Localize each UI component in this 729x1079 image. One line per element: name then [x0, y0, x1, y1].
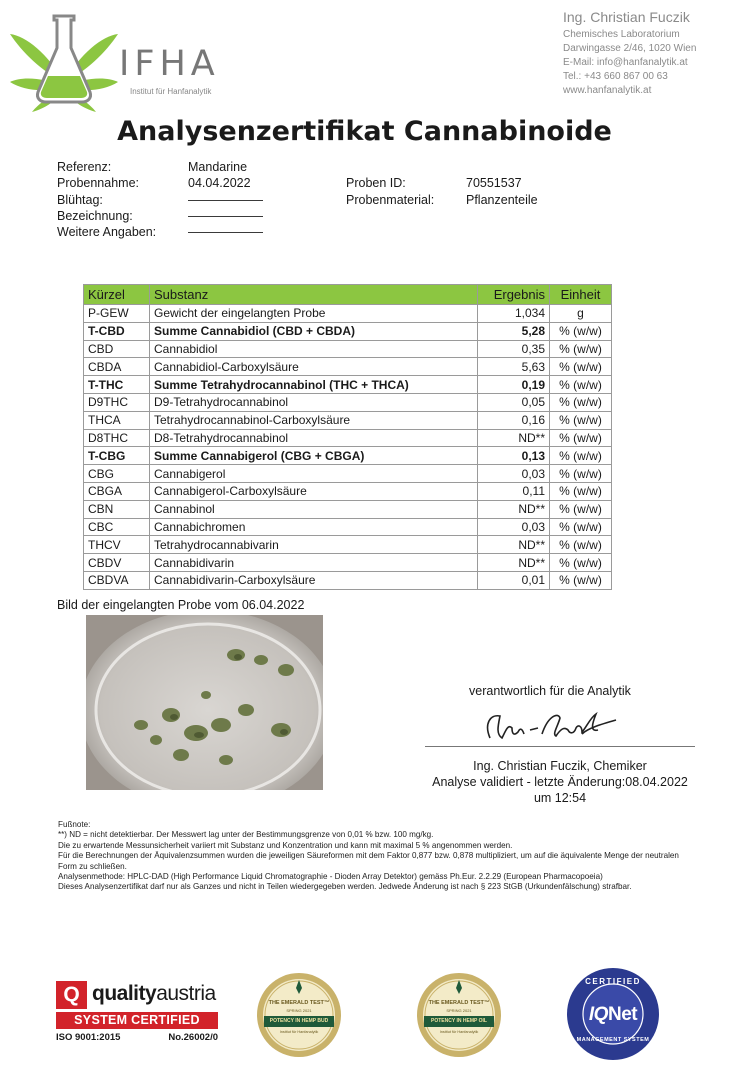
table-row	[84, 518, 612, 536]
cell-result: 0,01	[478, 571, 550, 589]
cell-result: 0,03	[478, 518, 550, 536]
cell-substance: Tetrahydrocannabivarin	[150, 536, 478, 554]
cell-unit: % (w/w)	[550, 500, 612, 518]
cell-result: 0,05	[478, 393, 550, 411]
cell-unit: % (w/w)	[550, 393, 612, 411]
cell-result: 0,19	[478, 376, 550, 394]
iso-label: ISO 9001:2015	[56, 1032, 121, 1043]
cell-result: 0,35	[478, 340, 550, 358]
results-body	[84, 305, 612, 590]
lab-website: www.hanfanalytik.at	[563, 85, 652, 96]
system-certified-label: SYSTEM CERTIFIED	[56, 1012, 218, 1029]
cell-unit: % (w/w)	[550, 358, 612, 376]
table-row	[84, 376, 612, 394]
column-header: Substanz	[150, 285, 478, 305]
cell-unit: % (w/w)	[550, 447, 612, 465]
table-header-row	[84, 285, 612, 305]
footnotes	[58, 820, 698, 893]
footnote-line: Analysenmethode: HPLC-DAD (High Performance Liquid Chromatographie - Dioden Array Detektor) gemäss Ph.Eur. 2.2.29 (European Pharmacopoeia)	[58, 872, 603, 882]
emerald-seal-icon	[256, 972, 342, 1058]
meta-value: ——————	[188, 208, 263, 223]
signature-line	[425, 746, 695, 747]
iqnet-certified: CERTIFIED	[585, 977, 641, 986]
cell-substance: Cannabidivarin-Carboxylsäure	[150, 571, 478, 589]
iqnet-badge	[566, 967, 660, 1061]
cell-abbr: CBD	[84, 340, 150, 358]
cell-substance: Cannabichromen	[150, 518, 478, 536]
quality-austria-name: qualityaustria	[92, 982, 216, 1005]
cannabis-flask-icon	[8, 14, 120, 114]
table-row	[84, 465, 612, 483]
cell-unit: % (w/w)	[550, 536, 612, 554]
emerald-test-oil-badge	[416, 972, 502, 1058]
quality-austria-q-icon: Q	[56, 981, 87, 1009]
cell-unit: % (w/w)	[550, 465, 612, 483]
footnote-line: **) ND = nicht detektierbar. Der Messwert lag unter der Bestimmungsgrenze von 0,01 % bzw. 100 mg/kg.	[58, 830, 434, 840]
quality-austria-badge	[56, 981, 221, 1047]
signer-name: Ing. Christian Fuczik, Chemiker	[473, 759, 647, 773]
iqnet-wordmark: IQNet	[588, 1004, 638, 1025]
meta-label: Proben ID:	[346, 176, 406, 191]
lab-email: E-Mail: info@hanfanalytik.at	[563, 57, 688, 68]
emerald-by: Institut für Hanfanalytik	[439, 1030, 479, 1034]
sample-id: 70551537	[466, 176, 522, 191]
footnote-line: Die zu erwartende Messunsicherheit variiert mit Substanz und Konzentration und kann mit maximal 5 % angenommen werden.	[58, 840, 513, 850]
cell-substance: Cannabigerol	[150, 465, 478, 483]
emerald-by: Institut für Hanfanalytik	[279, 1030, 319, 1034]
column-header: Einheit	[550, 285, 612, 305]
cell-unit: % (w/w)	[550, 429, 612, 447]
table-row	[84, 571, 612, 589]
certificate-number: No.26002/0	[168, 1032, 218, 1043]
meta-right-values	[466, 175, 538, 208]
cell-unit: % (w/w)	[550, 411, 612, 429]
emerald-year: SPRING 2021	[446, 1008, 472, 1013]
cell-result: 1,034	[478, 305, 550, 323]
cell-substance: Summe Tetrahydrocannabinol (THC + THCA)	[150, 376, 478, 394]
cell-abbr: CBDA	[84, 358, 150, 376]
lab-line: Chemisches Laboratorium	[563, 29, 680, 40]
cell-unit: % (w/w)	[550, 340, 612, 358]
cell-substance: Cannabinol	[150, 500, 478, 518]
cell-result: 5,63	[478, 358, 550, 376]
page-title: Analysenzertifikat Cannabinoide	[117, 116, 612, 147]
meta-value: Mandarine	[188, 160, 248, 174]
cell-abbr: CBN	[84, 500, 150, 518]
cell-unit: % (w/w)	[550, 322, 612, 340]
cell-abbr: CBGA	[84, 482, 150, 500]
table-row	[84, 305, 612, 323]
cell-abbr: T-THC	[84, 376, 150, 394]
cell-substance: Summe Cannabigerol (CBG + CBGA)	[150, 447, 478, 465]
meta-label: Probennahme:	[57, 176, 140, 191]
meta-label: Weitere Angaben:	[57, 225, 157, 240]
footnote-heading: Fußnote:	[58, 820, 91, 829]
cell-substance: D9-Tetrahydrocannabinol	[150, 393, 478, 411]
cell-unit: % (w/w)	[550, 376, 612, 394]
meta-right-labels	[346, 175, 434, 208]
sample-material: Pflanzenteile	[466, 192, 538, 207]
cell-result: 5,28	[478, 322, 550, 340]
emerald-title: THE EMERALD TEST™	[428, 1000, 490, 1006]
emerald-band: POTENCY IN HEMP BUD	[264, 1016, 334, 1027]
cell-unit: % (w/w)	[550, 554, 612, 572]
lab-address	[563, 8, 696, 98]
cell-result: 0,03	[478, 465, 550, 483]
meta-value: 04.04.2022	[188, 176, 251, 191]
cell-result: 0,13	[478, 447, 550, 465]
meta-label: Probenmaterial:	[346, 192, 435, 207]
table-row	[84, 482, 612, 500]
cell-unit: g	[550, 305, 612, 323]
cell-abbr: P-GEW	[84, 305, 150, 323]
table-row	[84, 554, 612, 572]
footnote-line: Für die Berechnungen der Äquivalenzsummen wurden die jeweiligen Säureformen mit dem Faktor 0,877 bzw. 0,878 multipliziert, um auf die äquivalente Menge der neutralen Form zu schließen.	[58, 851, 679, 871]
footnote-line: Dieses Analysenzertifikat darf nur als Ganzes und nicht in Teilen wiedergegeben werden. Jedwede Änderung ist nach § 223 StGB (Urkundenfälschung) strafbar.	[58, 882, 632, 892]
results-table	[83, 284, 612, 590]
cell-abbr: THCA	[84, 411, 150, 429]
meta-value: ——————	[188, 225, 263, 240]
cell-substance: Cannabidiol	[150, 340, 478, 358]
column-header: Kürzel	[84, 285, 150, 305]
ifha-logo	[8, 14, 238, 114]
emerald-seal-icon	[416, 972, 502, 1058]
meta-label: Referenz:	[57, 160, 112, 174]
validation-time: um 12:54	[533, 791, 587, 805]
cell-abbr: T-CBG	[84, 447, 150, 465]
cell-abbr: CBDV	[84, 554, 150, 572]
iqnet-management-system: MANAGEMENT SYSTEM	[576, 1037, 650, 1043]
brand-subtitle: Institut für Hanfanalytik	[130, 87, 212, 96]
cell-unit: % (w/w)	[550, 518, 612, 536]
meta-label: Blühtag:	[57, 192, 103, 207]
table-row	[84, 411, 612, 429]
validation-text: Analyse validiert - letzte Änderung:08.04.2022	[432, 775, 688, 789]
cell-abbr: T-CBD	[84, 322, 150, 340]
cell-substance: Summe Cannabidiol (CBD + CBDA)	[150, 322, 478, 340]
handwritten-signature	[478, 704, 628, 746]
meta-values	[188, 159, 263, 240]
cell-abbr: THCV	[84, 536, 150, 554]
brand-name: IFHA	[119, 44, 220, 84]
cell-abbr: CBG	[84, 465, 150, 483]
cell-substance: Tetrahydrocannabinol-Carboxylsäure	[150, 411, 478, 429]
cell-unit: % (w/w)	[550, 571, 612, 589]
meta-labels	[57, 159, 156, 240]
cell-result: ND**	[478, 554, 550, 572]
cell-unit: % (w/w)	[550, 482, 612, 500]
table-row	[84, 500, 612, 518]
signature-label: verantwortlich für die Analytik	[469, 684, 631, 698]
table-row	[84, 536, 612, 554]
table-row	[84, 447, 612, 465]
table-row	[84, 429, 612, 447]
cell-result: 0,11	[478, 482, 550, 500]
lab-line: Darwingasse 2/46, 1020 Wien	[563, 43, 697, 54]
sample-photo	[86, 615, 323, 790]
cell-abbr: D9THC	[84, 393, 150, 411]
cell-result: ND**	[478, 429, 550, 447]
cell-substance: Cannabidivarin	[150, 554, 478, 572]
cell-substance: D8-Tetrahydrocannabinol	[150, 429, 478, 447]
cell-abbr: CBC	[84, 518, 150, 536]
column-header: Ergebnis	[478, 285, 550, 305]
lab-name: Ing. Christian Fuczik	[563, 9, 690, 25]
lab-phone: Tel.: +43 660 867 00 63	[563, 71, 668, 82]
emerald-test-bud-badge	[256, 972, 342, 1058]
table-row	[84, 340, 612, 358]
table-row	[84, 393, 612, 411]
meta-value: ——————	[188, 192, 263, 207]
signature-block	[415, 758, 705, 806]
cell-abbr: D8THC	[84, 429, 150, 447]
cell-substance: Cannabigerol-Carboxylsäure	[150, 482, 478, 500]
emerald-year: SPRING 2021	[286, 1008, 312, 1013]
table-row	[84, 358, 612, 376]
cell-substance: Gewicht der eingelangten Probe	[150, 305, 478, 323]
cell-result: 0,16	[478, 411, 550, 429]
cell-abbr: CBDVA	[84, 571, 150, 589]
table-row	[84, 322, 612, 340]
emerald-band: POTENCY IN HEMP OIL	[424, 1016, 494, 1027]
cell-substance: Cannabidiol-Carboxylsäure	[150, 358, 478, 376]
cell-result: ND**	[478, 500, 550, 518]
image-caption: Bild der eingelangten Probe vom 06.04.2022	[57, 598, 305, 612]
cell-result: ND**	[478, 536, 550, 554]
meta-label: Bezeichnung:	[57, 208, 133, 223]
emerald-title: THE EMERALD TEST™	[268, 1000, 330, 1006]
